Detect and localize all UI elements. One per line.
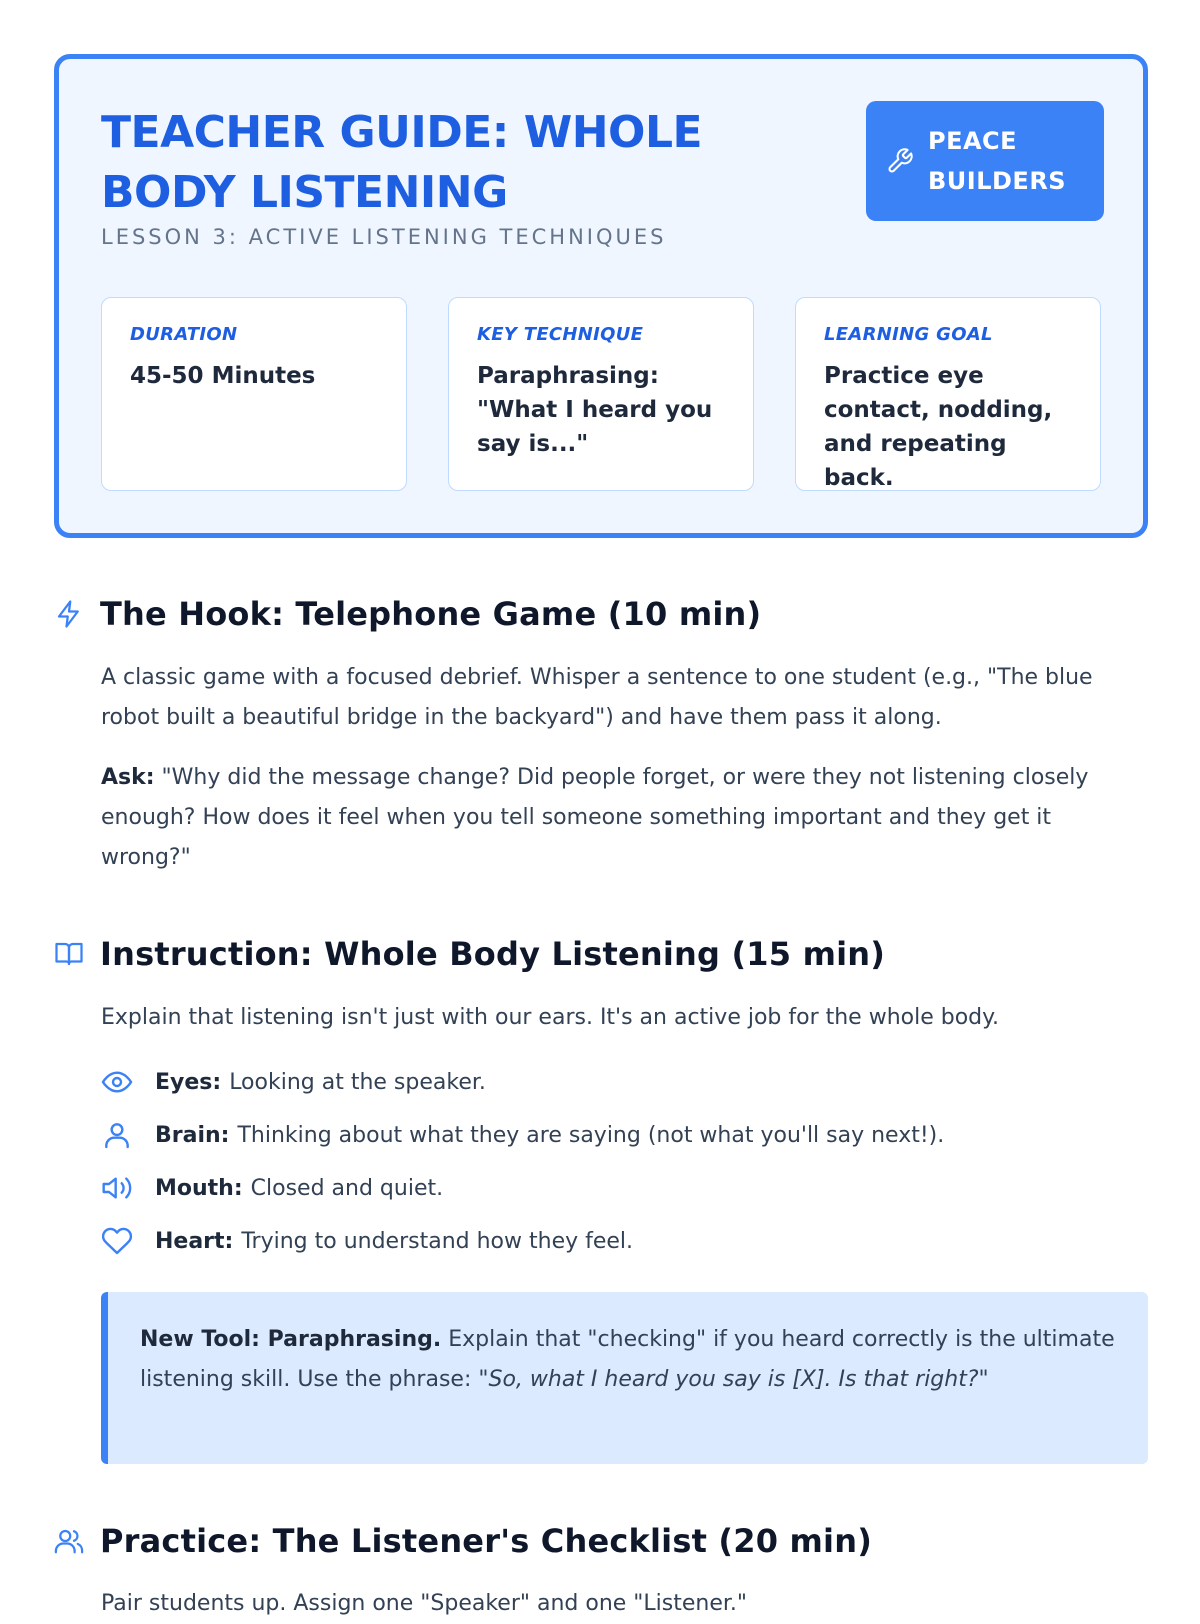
- paraphrasing-callout: [101, 1292, 1148, 1464]
- instruction-section-heading: [54, 935, 885, 973]
- ask-label: Ask:: [101, 765, 155, 790]
- eye-icon: [101, 1066, 133, 1098]
- callout-quote: "So, what I heard you say is [X]. Is that right?": [478, 1367, 989, 1392]
- list-item-mouth: [101, 1172, 443, 1204]
- badge-label: PEACE BUILDERS: [928, 127, 1067, 195]
- info-card-learning-goal: [795, 297, 1101, 491]
- list-item-label: Brain:: [155, 1122, 230, 1148]
- instruction-intro: Explain that listening isn't just with our ears. It's an active job for the whole body.: [101, 1005, 1000, 1030]
- list-item-text: Trying to understand how they feel.: [241, 1228, 634, 1254]
- section-title: Practice: The Listener's Checklist (20 min): [100, 1522, 873, 1560]
- info-card-key-technique: [448, 297, 754, 491]
- list-item-text: Looking at the speaker.: [229, 1069, 486, 1095]
- book-icon: [54, 939, 84, 969]
- list-item-label: Eyes:: [155, 1069, 222, 1095]
- heart-icon: [101, 1225, 133, 1257]
- callout-label: New Tool: Paraphrasing.: [140, 1327, 442, 1352]
- info-card-duration: [101, 297, 407, 491]
- hook-ask: [101, 758, 1141, 878]
- ask-text: "Why did the message change? Did people forget, or were they not listening closely enough? How does it feel when you tell someone something important and they get it wrong?": [101, 765, 1089, 870]
- list-item-label: Heart:: [155, 1228, 234, 1254]
- list-item-heart: [101, 1225, 633, 1257]
- info-card-label: DURATION: [130, 324, 238, 345]
- section-title: Instruction: Whole Body Listening (15 min): [100, 935, 886, 973]
- callout-text: Explain that "checking" if you heard correctly is the ultimate listening skill. Use the phrase:: [140, 1327, 1115, 1392]
- hook-section-heading: [54, 595, 761, 633]
- list-item-brain: [101, 1119, 944, 1151]
- speaker-icon: [101, 1172, 133, 1204]
- practice-section-heading: [54, 1522, 872, 1560]
- person-icon: [101, 1119, 133, 1151]
- info-card-label: LEARNING GOAL: [824, 324, 993, 345]
- info-card-label: KEY TECHNIQUE: [477, 324, 644, 345]
- list-item-text: Thinking about what they are saying (not what you'll say next!).: [237, 1122, 945, 1148]
- lesson-subtitle: LESSON 3: ACTIVE LISTENING TECHNIQUES: [101, 225, 667, 249]
- hook-intro: A classic game with a focused debrief. Whisper a sentence to one student (e.g., "The blue robot built a beautiful bridge in the backyard") and have them pass it along.: [101, 665, 1093, 730]
- page-title: TEACHER GUIDE: WHOLE BODY LISTENING: [101, 107, 703, 218]
- practice-intro: Pair students up. Assign one "Speaker" and one "Listener.": [101, 1591, 748, 1616]
- wrench-icon: [886, 147, 914, 175]
- list-item-text: Closed and quiet.: [250, 1175, 444, 1201]
- users-icon: [54, 1526, 84, 1556]
- section-title: The Hook: Telephone Game (10 min): [100, 595, 762, 633]
- info-card-value: 45-50 Minutes: [130, 363, 316, 389]
- list-item-label: Mouth:: [155, 1175, 243, 1201]
- list-item-eyes: [101, 1066, 486, 1098]
- peace-builders-badge[interactable]: [866, 101, 1104, 221]
- lightning-icon: [54, 599, 84, 629]
- info-card-value: Practice eye contact, nodding, and repeating back.: [824, 363, 1053, 491]
- lesson-header-card: [54, 54, 1148, 538]
- info-card-value: Paraphrasing: "What I heard you say is...": [477, 363, 713, 457]
